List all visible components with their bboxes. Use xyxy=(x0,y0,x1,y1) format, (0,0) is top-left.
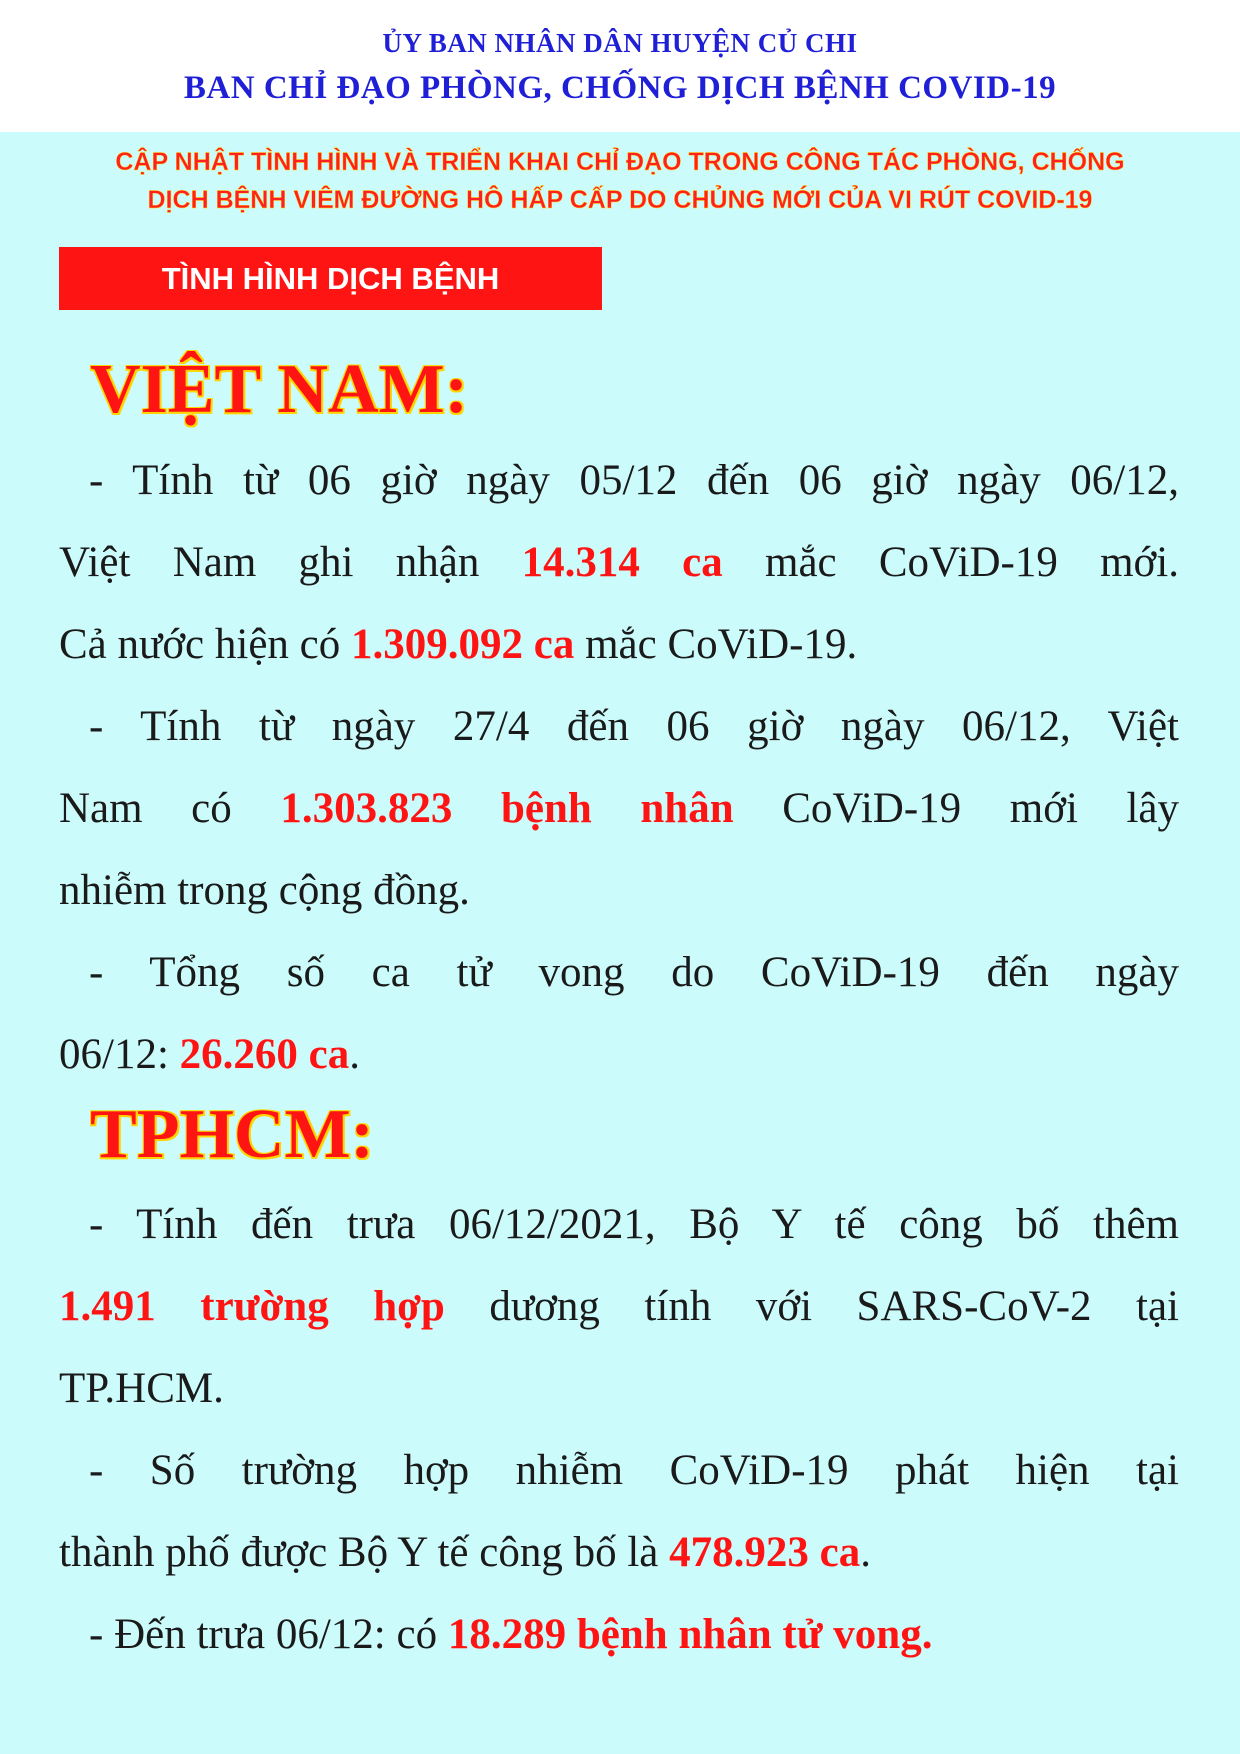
text: Việt Nam ghi nhận xyxy=(59,539,522,586)
text: 06/12: xyxy=(59,1031,180,1078)
text: Cả nước hiện có xyxy=(59,621,352,668)
vn-p2-line-3: nhiễm trong cộng đồng. xyxy=(59,867,470,914)
hcm-p2-line-2 xyxy=(59,1512,1179,1594)
text: . xyxy=(860,1529,871,1576)
text: - Đến trưa 06/12: có xyxy=(89,1611,448,1658)
vietnam-heading: VIỆT NAM: xyxy=(90,351,468,428)
community-patients-value: 1.303.823 bệnh nhân xyxy=(280,785,734,832)
text: dương tính với SARS-CoV-2 tại xyxy=(444,1283,1180,1330)
hcm-p1-line-3: TP.HCM. xyxy=(59,1365,224,1412)
vn-p1-line-3 xyxy=(59,604,1179,686)
hcm-total-cases-value: 478.923 ca xyxy=(669,1529,861,1576)
text: thành phố được Bộ Y tế công bố là xyxy=(59,1529,670,1576)
update-title-line-1: CẬP NHẬT TÌNH HÌNH VÀ TRIỂN KHAI CHỈ ĐẠO TRONG CÔNG TÁC PHÒNG, CHỐNG xyxy=(115,148,1125,176)
vn-p3-line-2 xyxy=(59,1014,1179,1096)
hcm-paragraphs xyxy=(59,1184,1179,1676)
vn-p2-line-1: - Tính từ ngày 27/4 đến 06 giờ ngày 06/12, Việt xyxy=(89,703,1179,750)
vn-p1-line-1: - Tính từ 06 giờ ngày 05/12 đến 06 giờ ngày 06/12, xyxy=(89,457,1179,504)
text: mắc CoViD-19. xyxy=(574,621,858,668)
text: mắc CoViD-19 mới. xyxy=(722,539,1179,586)
hcm-new-cases-value: 1.491 trường hợp xyxy=(59,1283,445,1330)
total-cases-value: 1.309.092 ca xyxy=(351,621,575,668)
deaths-value: 26.260 ca xyxy=(179,1031,350,1078)
header-authority: ỦY BAN NHÂN DÂN HUYỆN CỦ CHI xyxy=(382,28,858,58)
vietnam-paragraphs xyxy=(59,440,1179,1096)
hcm-deaths-value: 18.289 bệnh nhân tử vong. xyxy=(447,1611,933,1658)
hcm-p1-line-2 xyxy=(59,1266,1179,1348)
text: CoViD-19 mới lây xyxy=(733,785,1180,832)
vn-p3-line-1: - Tổng số ca tử vong do CoViD-19 đến ngày xyxy=(89,949,1179,996)
header-committee: BAN CHỈ ĐẠO PHÒNG, CHỐNG DỊCH BỆNH COVID-19 xyxy=(183,70,1057,106)
hcm-p3-line-1 xyxy=(59,1594,1179,1676)
hcm-heading: TPHCM: xyxy=(90,1096,374,1173)
text: Nam có xyxy=(59,785,281,832)
update-title-line-2: DỊCH BỆNH VIÊM ĐƯỜNG HÔ HẤP CẤP DO CHỦNG MỚI CỦA VI RÚT COVID-19 xyxy=(147,186,1093,214)
hcm-p2-line-1: - Số trường hợp nhiễm CoViD-19 phát hiện tại xyxy=(89,1447,1179,1494)
hcm-p1-line-1: - Tính đến trưa 06/12/2021, Bộ Y tế công bố thêm xyxy=(89,1201,1179,1248)
new-cases-value: 14.314 ca xyxy=(521,539,723,586)
vn-p2-line-2 xyxy=(59,768,1179,850)
section-banner: TÌNH HÌNH DỊCH BỆNH xyxy=(59,247,602,310)
vn-p1-line-2 xyxy=(59,522,1179,604)
text: . xyxy=(349,1031,360,1078)
document-header xyxy=(0,0,1240,132)
